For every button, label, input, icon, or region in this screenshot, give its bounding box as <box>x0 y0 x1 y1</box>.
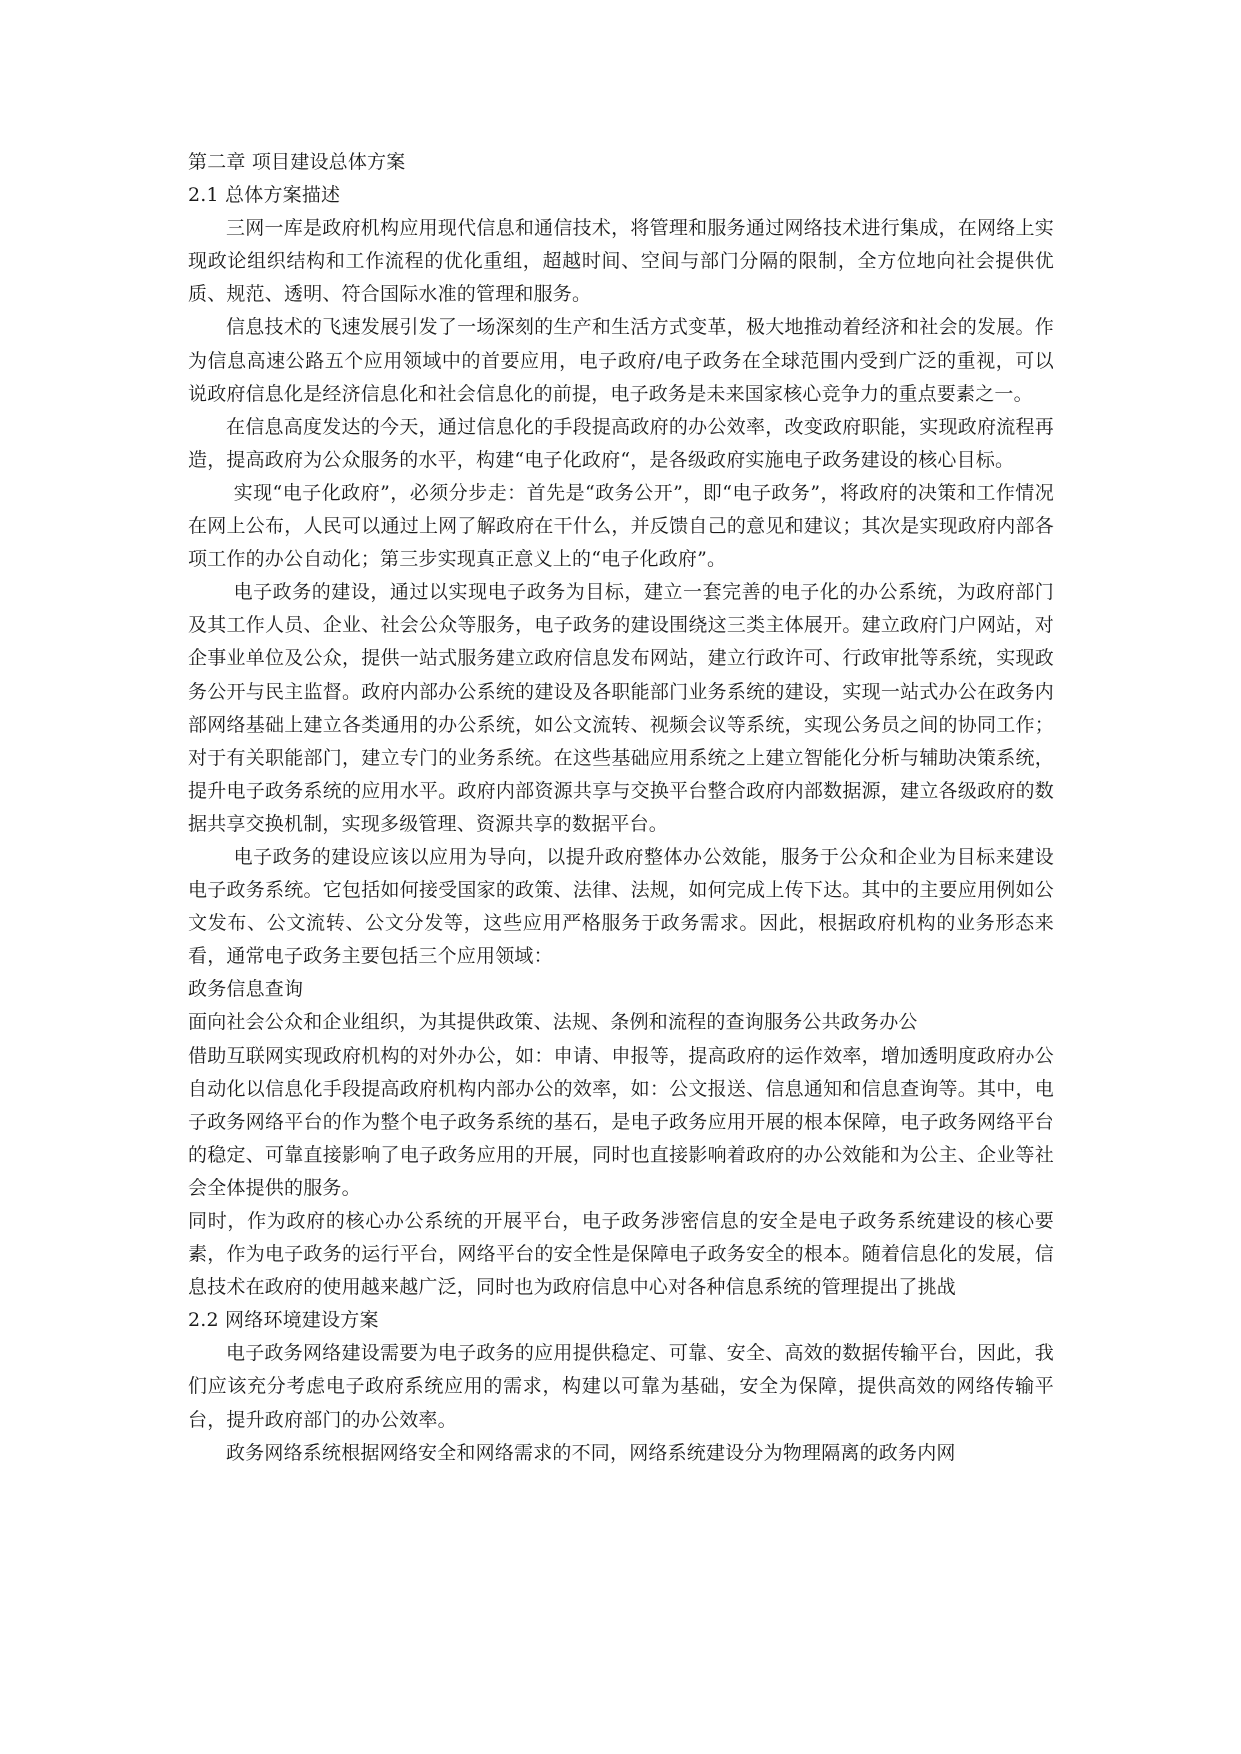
document-body <box>188 146 1054 1470</box>
paragraph-info-query: 政务信息查询 <box>188 978 304 1001</box>
paragraph-overview: 三网一库是政府机构应用现代信息和通信技术，将管理和服务通过网络技术进行集成，在网络上实现政论组织结构和工作流程的优化重组，超越时间、空间与部门分隔的限制，全方位地向社会提供优质、规范、透明、符合国际水准的管理和服务。 <box>188 217 1054 306</box>
section-heading-2-1: 2.1 总体方案描述 <box>188 184 341 207</box>
paragraph-network-construction: 电子政务网络建设需要为电子政务的应用提供稳定、可靠、安全、高效的数据传输平台，因此，我们应该充分考虑电子政府系统应用的需求，构建以可靠为基础，安全为保障，提供高效的网络传输平台，提升政府部门的办公效率。 <box>188 1342 1054 1431</box>
paragraph-core-goal: 在信息高度发达的今天，通过信息化的手段提高政府的办公效率，改变政府职能，实现政府流程再造，提高政府为公众服务的水平，构建“电子化政府“，是各级政府实施电子政务建设的核心目标。 <box>188 415 1054 471</box>
chapter-title: 第二章 项目建设总体方案 <box>188 151 406 173</box>
paragraph-security: 同时，作为政府的核心办公系统的开展平台，电子政务涉密信息的安全是电子政务系统建设的核心要素，作为电子政务的运行平台，网络平台的安全性是保障电子政务安全的根本。随着信息化的发展，信息技术在政府的使用越来越广泛，同时也为政府信息中心对各种信息系统的管理提出了挑战 <box>188 1210 1054 1299</box>
paragraph-it-development: 信息技术的飞速发展引发了一场深刻的生产和生活方式变革，极大地推动着经济和社会的发展。作为信息高速公路五个应用领域中的首要应用，电子政府/电子政务在全球范围内受到广泛的重视，可以说政府信息化是经济信息化和社会信息化的前提，电子政务是未来国家核心竞争力的重点要素之一。 <box>188 316 1054 405</box>
paragraph-public-service: 面向社会公众和企业组织，为其提供政策、法规、条例和流程的查询服务公共政务办公 <box>188 1011 918 1034</box>
paragraph-construction: 电子政务的建设，通过以实现电子政务为目标，建立一套完善的电子化的办公系统，为政府部门及其工作人员、企业、社会公众等服务，电子政务的建设围绕这三类主体展开。建立政府门户网站，对企事业单位及公众，提供一站式服务建立政府信息发布网站，建立行政许可、行政审批等系统，实现政务公开与民主监督。政府内部办公系统的建设及各职能部门业务系统的建设，实现一站式办公在政务内部网络基础上建立各类通用的办公系统，如公文流转、视频会议等系统，实现公务员之间的协同工作；对于有关职能部门，建立专门的业务系统。在这些基础应用系统之上建立智能化分析与辅助决策系统，提升电子政务系统的应用水平。政府内部资源共享与交换平台整合政府内部数据源，建立各级政府的数据共享交换机制，实现多级管理、资源共享的数据平台。 <box>188 581 1054 835</box>
section-heading-2-2: 2.2 网络环境建设方案 <box>188 1309 379 1332</box>
paragraph-steps: 实现“电子化政府”，必须分步走：首先是“政务公开”，即“电子政务”，将政府的决策和工作情况在网上公布，人民可以通过上网了解政府在干什么，并反馈自己的意见和建议；其次是实现政府内部各项工作的办公自动化；第三步实现真正意义上的“电子化政府”。 <box>188 481 1054 571</box>
paragraph-external-office: 借助互联网实现政府机构的对外办公，如：申请、申报等，提高政府的运作效率，增加透明度政府办公自动化以信息化手段提高政府机构内部办公的效率，如：公文报送、信息通知和信息查询等。其中，电子政务网络平台的作为整个电子政务系统的基石，是电子政务应用开展的根本保障，电子政务网络平台的稳定、可靠直接影响了电子政务应用的开展，同时也直接影响着政府的办公效能和为公主、企业等社会全体提供的服务。 <box>188 1044 1054 1199</box>
paragraph-network-system: 政务网络系统根据网络安全和网络需求的不同，网络系统建设分为物理隔离的政务内网 <box>226 1441 956 1464</box>
paragraph-application-oriented: 电子政务的建设应该以应用为导向，以提升政府整体办公效能，服务于公众和企业为目标来建设电子政务系统。它包括如何接受国家的政策、法律、法规，如何完成上传下达。其中的主要应用例如公文发布、公文流转、公文分发等，这些应用严格服务于政务需求。因此，根据政府机构的业务形态来看，通常电子政务主要包括三个应用领域： <box>188 845 1054 968</box>
